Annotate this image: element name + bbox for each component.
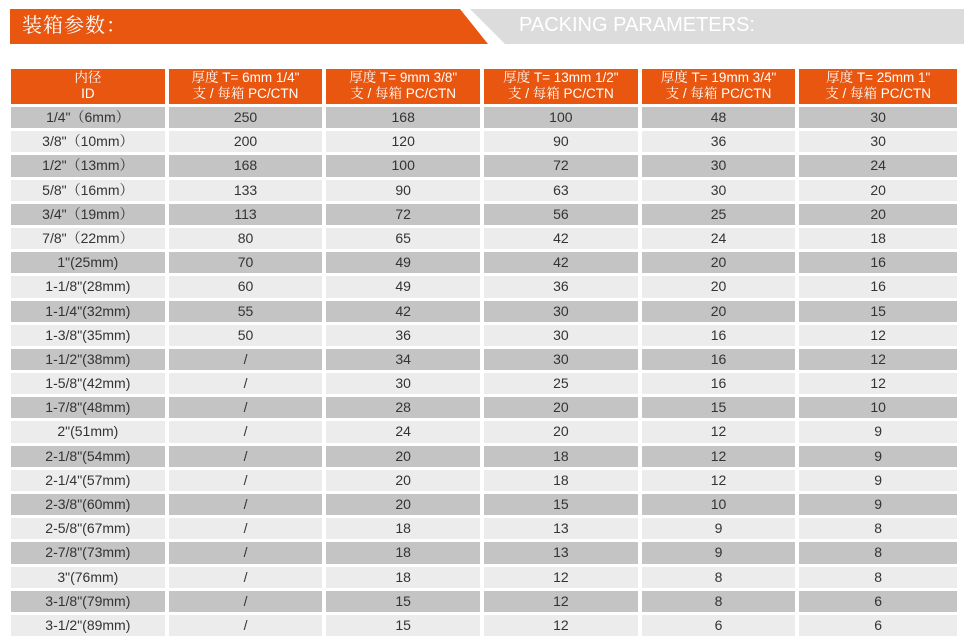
cell-pcs-per-carton: 16 — [799, 276, 957, 297]
table-row — [11, 494, 957, 515]
cell-pcs-per-carton: 15 — [326, 591, 480, 612]
cell-pcs-per-carton: 49 — [326, 252, 480, 273]
cell-pcs-per-carton: 6 — [642, 615, 796, 636]
table-row — [11, 155, 957, 176]
header-thickness: 厚度 T= 19mm 3/4" — [660, 70, 777, 85]
cell-pcs-per-carton: 12 — [799, 373, 957, 394]
cell-pcs-per-carton: 16 — [642, 373, 796, 394]
cell-pcs-per-carton: 168 — [169, 155, 323, 176]
cell-inner-diameter: 5/8"（16mm） — [11, 180, 165, 201]
cell-pcs-per-carton: 18 — [484, 446, 638, 467]
cell-pcs-per-carton: 20 — [326, 494, 480, 515]
cell-pcs-per-carton: 13 — [484, 542, 638, 563]
table-row — [11, 349, 957, 370]
cell-pcs-per-carton: 12 — [799, 349, 957, 370]
cell-pcs-per-carton: 18 — [799, 228, 957, 249]
cell-pcs-per-carton: 55 — [169, 301, 323, 322]
table-row — [11, 252, 957, 273]
cell-pcs-per-carton: 30 — [326, 373, 480, 394]
cell-pcs-per-carton: 18 — [326, 567, 480, 588]
cell-pcs-per-carton: 72 — [484, 155, 638, 176]
title-english: PACKING PARAMETERS: — [519, 14, 755, 36]
cell-pcs-per-carton: 9 — [799, 494, 957, 515]
cell-inner-diameter: 3-1/2"(89mm) — [11, 615, 165, 636]
cell-pcs-per-carton: 10 — [642, 494, 796, 515]
header-thickness: 厚度 T= 25mm 1" — [826, 70, 931, 85]
header-19mm — [642, 69, 796, 104]
cell-pcs-per-carton: 8 — [799, 567, 957, 588]
title-chinese: 装箱参数： — [22, 15, 127, 37]
cell-pcs-per-carton: 24 — [799, 155, 957, 176]
cell-pcs-per-carton: 16 — [799, 252, 957, 273]
cell-pcs-per-carton: 20 — [799, 180, 957, 201]
cell-pcs-per-carton: 20 — [326, 446, 480, 467]
packing-table — [11, 69, 957, 639]
cell-pcs-per-carton: / — [169, 373, 323, 394]
cell-pcs-per-carton: 72 — [326, 204, 480, 225]
table-row — [11, 131, 957, 152]
cell-pcs-per-carton: 12 — [484, 567, 638, 588]
header-25mm — [799, 69, 957, 104]
cell-pcs-per-carton: 20 — [642, 252, 796, 273]
table-row — [11, 470, 957, 491]
cell-pcs-per-carton: 25 — [642, 204, 796, 225]
cell-inner-diameter: 2-1/8"(54mm) — [11, 446, 165, 467]
cell-inner-diameter: 1-1/2"(38mm) — [11, 349, 165, 370]
cell-pcs-per-carton: 8 — [799, 542, 957, 563]
cell-inner-diameter: 2-3/8"(60mm) — [11, 494, 165, 515]
cell-pcs-per-carton: 8 — [799, 518, 957, 539]
cell-pcs-per-carton: / — [169, 615, 323, 636]
cell-pcs-per-carton: 24 — [642, 228, 796, 249]
cell-pcs-per-carton: 30 — [484, 349, 638, 370]
cell-pcs-per-carton: 12 — [642, 470, 796, 491]
cell-pcs-per-carton: 90 — [484, 131, 638, 152]
table-row — [11, 204, 957, 225]
cell-pcs-per-carton: 20 — [642, 301, 796, 322]
cell-pcs-per-carton: 65 — [326, 228, 480, 249]
cell-pcs-per-carton: 16 — [642, 325, 796, 346]
header-id-cn: 内径 — [74, 70, 102, 85]
cell-pcs-per-carton: 20 — [484, 421, 638, 442]
cell-pcs-per-carton: 48 — [642, 107, 796, 128]
table-row — [11, 421, 957, 442]
cell-pcs-per-carton: / — [169, 421, 323, 442]
cell-pcs-per-carton: 20 — [642, 276, 796, 297]
cell-pcs-per-carton: / — [169, 397, 323, 418]
cell-pcs-per-carton: 90 — [326, 180, 480, 201]
table-row — [11, 518, 957, 539]
cell-pcs-per-carton: 9 — [799, 421, 957, 442]
cell-pcs-per-carton: 30 — [642, 180, 796, 201]
table-header-row — [11, 69, 957, 104]
cell-pcs-per-carton: 100 — [484, 107, 638, 128]
cell-inner-diameter: 2-7/8"(73mm) — [11, 542, 165, 563]
header-6mm — [169, 69, 323, 104]
cell-pcs-per-carton: / — [169, 349, 323, 370]
cell-pcs-per-carton: 18 — [326, 518, 480, 539]
table-row — [11, 180, 957, 201]
cell-inner-diameter: 3/4"（19mm） — [11, 204, 165, 225]
cell-pcs-per-carton: 50 — [169, 325, 323, 346]
cell-pcs-per-carton: 20 — [484, 397, 638, 418]
cell-pcs-per-carton: 18 — [326, 542, 480, 563]
cell-pcs-per-carton: / — [169, 542, 323, 563]
table-row — [11, 591, 957, 612]
header-id-en: ID — [81, 86, 95, 101]
header-id — [11, 69, 165, 104]
table-row — [11, 446, 957, 467]
cell-pcs-per-carton: 36 — [326, 325, 480, 346]
cell-inner-diameter: 3-1/8"(79mm) — [11, 591, 165, 612]
cell-inner-diameter: 7/8"（22mm） — [11, 228, 165, 249]
cell-pcs-per-carton: 36 — [484, 276, 638, 297]
table-row — [11, 276, 957, 297]
header-9mm — [326, 69, 480, 104]
header-unit: 支 / 每箱 PC/CTN — [665, 86, 772, 101]
cell-pcs-per-carton: 15 — [326, 615, 480, 636]
table-row — [11, 107, 957, 128]
cell-pcs-per-carton: 30 — [799, 107, 957, 128]
cell-pcs-per-carton: 6 — [799, 591, 957, 612]
cell-pcs-per-carton: 15 — [799, 301, 957, 322]
cell-inner-diameter: 1/4"（6mm） — [11, 107, 165, 128]
header-thickness: 厚度 T= 9mm 3/8" — [349, 70, 458, 85]
cell-pcs-per-carton: 49 — [326, 276, 480, 297]
table-row — [11, 325, 957, 346]
cell-pcs-per-carton: 63 — [484, 180, 638, 201]
cell-pcs-per-carton: 8 — [642, 567, 796, 588]
cell-pcs-per-carton: 9 — [799, 470, 957, 491]
cell-pcs-per-carton: / — [169, 591, 323, 612]
cell-pcs-per-carton: / — [169, 518, 323, 539]
cell-pcs-per-carton: / — [169, 494, 323, 515]
table-row — [11, 615, 957, 636]
title-banner — [0, 0, 964, 48]
cell-pcs-per-carton: 34 — [326, 349, 480, 370]
cell-pcs-per-carton: 42 — [484, 252, 638, 273]
table-row — [11, 542, 957, 563]
header-thickness: 厚度 T= 6mm 1/4" — [191, 70, 300, 85]
cell-pcs-per-carton: 12 — [484, 615, 638, 636]
cell-pcs-per-carton: 250 — [169, 107, 323, 128]
cell-pcs-per-carton: 9 — [799, 446, 957, 467]
cell-inner-diameter: 1-3/8"(35mm) — [11, 325, 165, 346]
cell-pcs-per-carton: 9 — [642, 518, 796, 539]
cell-pcs-per-carton: 16 — [642, 349, 796, 370]
header-thickness: 厚度 T= 13mm 1/2" — [503, 70, 619, 85]
cell-pcs-per-carton: 25 — [484, 373, 638, 394]
cell-inner-diameter: 1-1/8"(28mm) — [11, 276, 165, 297]
cell-pcs-per-carton: 80 — [169, 228, 323, 249]
cell-pcs-per-carton: 30 — [484, 301, 638, 322]
cell-pcs-per-carton: 20 — [799, 204, 957, 225]
cell-pcs-per-carton: 56 — [484, 204, 638, 225]
cell-pcs-per-carton: / — [169, 446, 323, 467]
header-13mm — [484, 69, 638, 104]
cell-pcs-per-carton: 12 — [484, 591, 638, 612]
cell-pcs-per-carton: / — [169, 470, 323, 491]
cell-inner-diameter: 1-1/4"(32mm) — [11, 301, 165, 322]
cell-pcs-per-carton: 18 — [484, 470, 638, 491]
header-unit: 支 / 每箱 PC/CTN — [825, 86, 932, 101]
cell-pcs-per-carton: 30 — [484, 325, 638, 346]
cell-inner-diameter: 1-5/8"(42mm) — [11, 373, 165, 394]
cell-pcs-per-carton: 30 — [642, 155, 796, 176]
header-unit: 支 / 每箱 PC/CTN — [507, 86, 614, 101]
cell-inner-diameter: 1/2"（13mm） — [11, 155, 165, 176]
cell-pcs-per-carton: 70 — [169, 252, 323, 273]
cell-pcs-per-carton: 15 — [484, 494, 638, 515]
cell-inner-diameter: 2-5/8"(67mm) — [11, 518, 165, 539]
table-row — [11, 301, 957, 322]
table-row — [11, 228, 957, 249]
cell-pcs-per-carton: 10 — [799, 397, 957, 418]
cell-inner-diameter: 3"(76mm) — [11, 567, 165, 588]
cell-pcs-per-carton: 60 — [169, 276, 323, 297]
cell-pcs-per-carton: 13 — [484, 518, 638, 539]
cell-pcs-per-carton: / — [169, 567, 323, 588]
table-row — [11, 373, 957, 394]
cell-pcs-per-carton: 12 — [799, 325, 957, 346]
cell-pcs-per-carton: 12 — [642, 446, 796, 467]
cell-pcs-per-carton: 42 — [484, 228, 638, 249]
cell-pcs-per-carton: 28 — [326, 397, 480, 418]
cell-pcs-per-carton: 30 — [799, 131, 957, 152]
banner-shapes — [0, 0, 964, 48]
cell-inner-diameter: 2"(51mm) — [11, 421, 165, 442]
cell-pcs-per-carton: 120 — [326, 131, 480, 152]
cell-inner-diameter: 1"(25mm) — [11, 252, 165, 273]
table-row — [11, 397, 957, 418]
cell-pcs-per-carton: 113 — [169, 204, 323, 225]
cell-pcs-per-carton: 20 — [326, 470, 480, 491]
cell-pcs-per-carton: 100 — [326, 155, 480, 176]
cell-pcs-per-carton: 42 — [326, 301, 480, 322]
cell-inner-diameter: 3/8"（10mm） — [11, 131, 165, 152]
header-unit: 支 / 每箱 PC/CTN — [350, 86, 457, 101]
table-body — [11, 107, 957, 636]
cell-pcs-per-carton: 36 — [642, 131, 796, 152]
cell-pcs-per-carton: 133 — [169, 180, 323, 201]
cell-pcs-per-carton: 200 — [169, 131, 323, 152]
cell-inner-diameter: 1-7/8"(48mm) — [11, 397, 165, 418]
cell-pcs-per-carton: 15 — [642, 397, 796, 418]
cell-pcs-per-carton: 24 — [326, 421, 480, 442]
cell-inner-diameter: 2-1/4"(57mm) — [11, 470, 165, 491]
header-unit: 支 / 每箱 PC/CTN — [192, 86, 299, 101]
cell-pcs-per-carton: 168 — [326, 107, 480, 128]
cell-pcs-per-carton: 9 — [642, 542, 796, 563]
cell-pcs-per-carton: 6 — [799, 615, 957, 636]
cell-pcs-per-carton: 8 — [642, 591, 796, 612]
cell-pcs-per-carton: 12 — [642, 421, 796, 442]
table-row — [11, 567, 957, 588]
